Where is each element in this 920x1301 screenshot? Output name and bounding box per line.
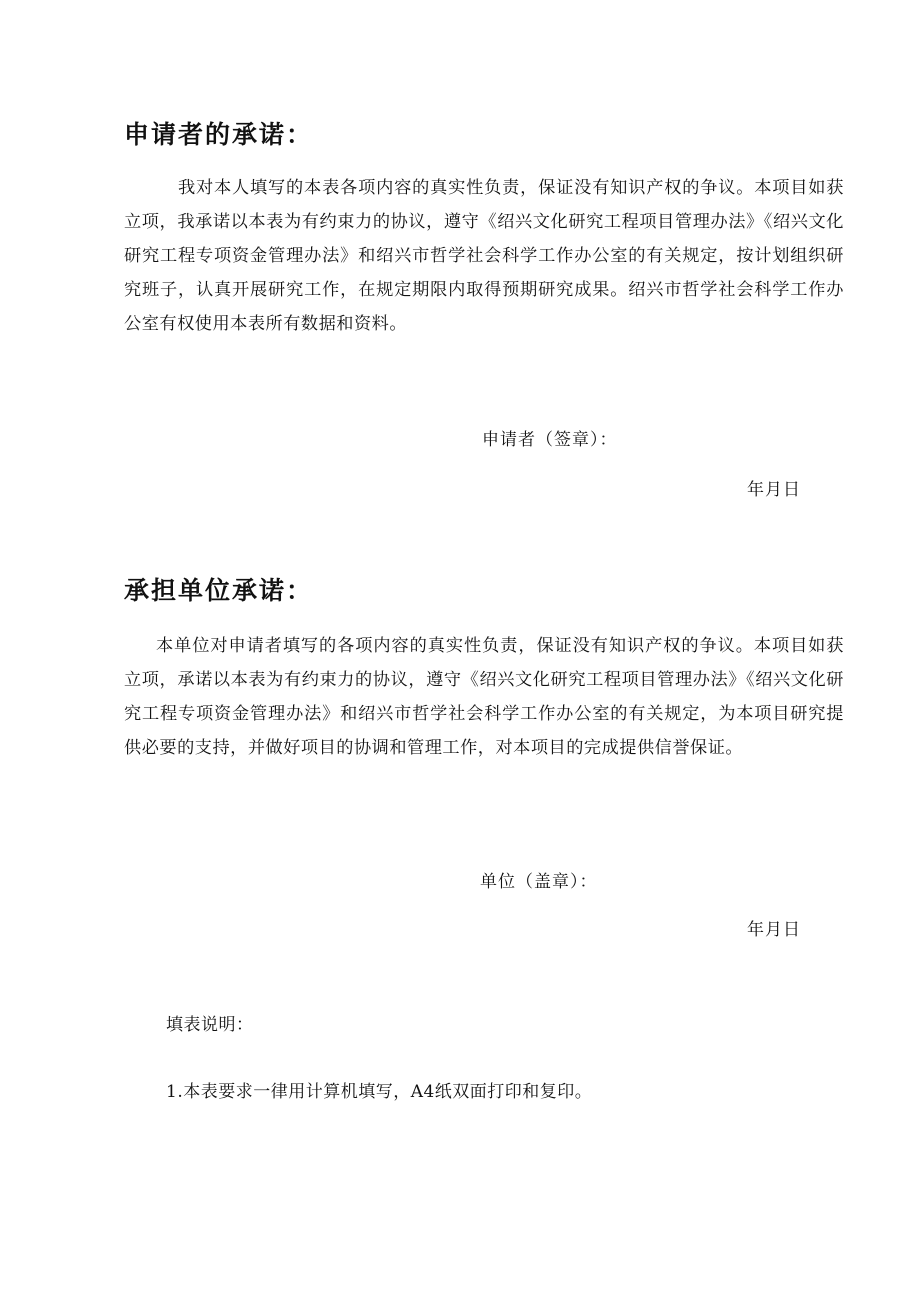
instructions-heading: 填表说明： bbox=[166, 1015, 254, 1035]
applicant-date-label: 年月日 bbox=[747, 480, 801, 500]
unit-pledge-heading: 承担单位承诺： bbox=[124, 576, 314, 605]
applicant-pledge-heading: 申请者的承诺： bbox=[124, 120, 314, 149]
instructions-item-1: 1.本表要求一律用计算机填写，A4纸双面打印和复印。 bbox=[166, 1082, 593, 1102]
applicant-signature-label: 申请者（签章）： bbox=[482, 430, 618, 450]
unit-pledge-body: 本单位对申请者填写的各项内容的真实性负责，保证没有知识产权的争议。本项目如获立项，承诺以本表为有约束力的协议，遵守《绍兴文化研究工程项目管理办法》《绍兴文化研究工程专项资金管理办法》和绍兴市哲学社会科学工作办公室的有关规定，为本项目研究提供必要的支持，并做好项目的协调和管理工作，对本项目的完成提供信誉保证。 bbox=[124, 636, 844, 758]
unit-seal-label: 单位（盖章）： bbox=[480, 872, 598, 892]
unit-date-label: 年月日 bbox=[747, 920, 801, 940]
applicant-pledge-body: 我对本人填写的本表各项内容的真实性负责，保证没有知识产权的争议。本项目如获立项，我承诺以本表为有约束力的协议，遵守《绍兴文化研究工程项目管理办法》《绍兴文化研究工程专项资金管理办法》和绍兴市哲学社会科学工作办公室的有关规定，按计划组织研究班子，认真开展研究工作，在规定期限内取得预期研究成果。绍兴市哲学社会科学工作办公室有权使用本表所有数据和资料。 bbox=[124, 178, 844, 334]
